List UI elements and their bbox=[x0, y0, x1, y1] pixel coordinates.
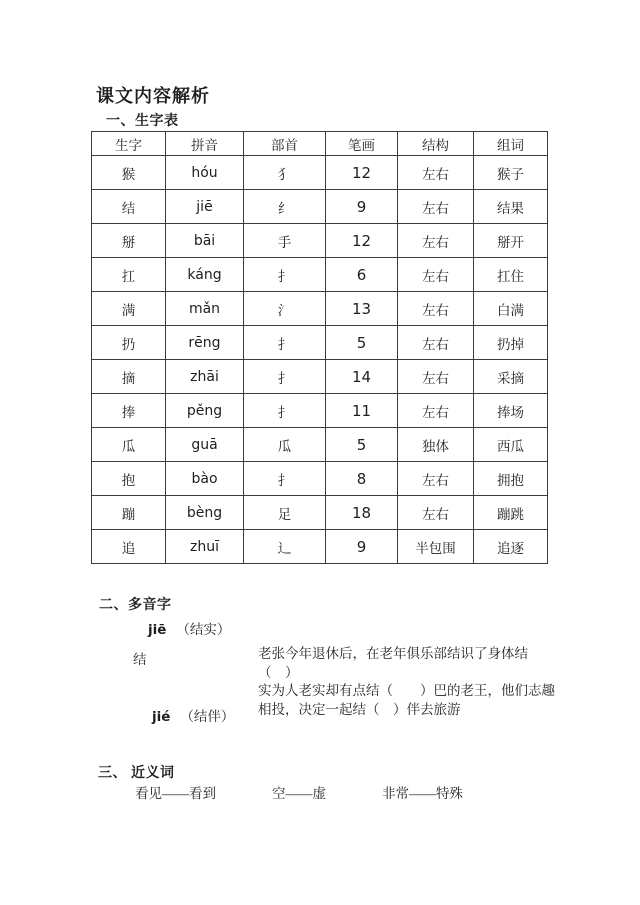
table-row bbox=[92, 496, 548, 530]
pinyin-cell: bèng bbox=[166, 496, 244, 530]
radical-cell: 纟 bbox=[244, 190, 326, 224]
strokes-cell: 18 bbox=[326, 496, 398, 530]
word-cell: 扔掉 bbox=[474, 326, 548, 360]
char-cell: 追 bbox=[92, 530, 166, 564]
structure-cell: 左右 bbox=[398, 360, 474, 394]
radical-cell: 扌 bbox=[244, 326, 326, 360]
radical-cell: 手 bbox=[244, 224, 326, 258]
structure-cell: 左右 bbox=[398, 258, 474, 292]
radical-cell: 足 bbox=[244, 496, 326, 530]
pinyin-cell: guā bbox=[166, 428, 244, 462]
word-cell: 采摘 bbox=[474, 360, 548, 394]
radical-cell: 瓜 bbox=[244, 428, 326, 462]
radical-cell: 扌 bbox=[244, 462, 326, 496]
word-cell: 拥抱 bbox=[474, 462, 548, 496]
word-cell: 追逐 bbox=[474, 530, 548, 564]
column-header: 组词 bbox=[474, 132, 548, 156]
strokes-cell: 8 bbox=[326, 462, 398, 496]
column-header: 生字 bbox=[92, 132, 166, 156]
section-heading-polyphonic: 二、多音字 bbox=[99, 598, 172, 613]
table-row bbox=[92, 428, 548, 462]
example-word: （结伴） bbox=[180, 709, 235, 724]
radical-cell: 扌 bbox=[244, 360, 326, 394]
section-heading-vocabulary: 一、生字表 bbox=[106, 114, 179, 129]
word-cell: 猴子 bbox=[474, 156, 548, 190]
word-cell: 扛住 bbox=[474, 258, 548, 292]
pinyin-cell: rēng bbox=[166, 326, 244, 360]
table-row bbox=[92, 156, 548, 190]
table-row bbox=[92, 190, 548, 224]
column-header: 结构 bbox=[398, 132, 474, 156]
table-row bbox=[92, 258, 548, 292]
char-cell: 摘 bbox=[92, 360, 166, 394]
word-cell: 捧场 bbox=[474, 394, 548, 428]
table-row bbox=[92, 394, 548, 428]
char-cell: 扔 bbox=[92, 326, 166, 360]
new-character-table bbox=[91, 131, 548, 564]
structure-cell: 左右 bbox=[398, 292, 474, 326]
table-row bbox=[92, 462, 548, 496]
synonym-pair: 空——虚 bbox=[272, 786, 326, 801]
structure-cell: 左右 bbox=[398, 394, 474, 428]
strokes-cell: 11 bbox=[326, 394, 398, 428]
char-table-body bbox=[92, 156, 548, 564]
polyphonic-character: 结 bbox=[133, 652, 147, 667]
strokes-cell: 9 bbox=[326, 190, 398, 224]
radical-cell: 辶 bbox=[244, 530, 326, 564]
pinyin-reading: jiē bbox=[148, 622, 167, 638]
pinyin-cell: zhāi bbox=[166, 360, 244, 394]
structure-cell: 左右 bbox=[398, 224, 474, 258]
structure-cell: 左右 bbox=[398, 496, 474, 530]
page-title: 课文内容解析 bbox=[96, 86, 210, 106]
pinyin-cell: hóu bbox=[166, 156, 244, 190]
example-word: （结实） bbox=[176, 622, 231, 637]
polyphonic-reading-top bbox=[148, 618, 230, 639]
synonym-pair: 非常——特殊 bbox=[382, 786, 463, 801]
structure-cell: 左右 bbox=[398, 462, 474, 496]
table-row bbox=[92, 530, 548, 564]
radical-cell: 扌 bbox=[244, 394, 326, 428]
sentence-line: 实为人老实却有点结（ ）巴的老王，他们志趣 bbox=[258, 683, 555, 698]
char-cell: 抱 bbox=[92, 462, 166, 496]
char-cell: 猴 bbox=[92, 156, 166, 190]
pinyin-cell: mǎn bbox=[166, 292, 244, 326]
strokes-cell: 14 bbox=[326, 360, 398, 394]
char-cell: 捧 bbox=[92, 394, 166, 428]
word-cell: 蹦跳 bbox=[474, 496, 548, 530]
structure-cell: 左右 bbox=[398, 156, 474, 190]
polyphonic-sentence bbox=[258, 645, 558, 719]
pinyin-cell: zhuī bbox=[166, 530, 244, 564]
table-row bbox=[92, 292, 548, 326]
sentence-line: 老张今年退休后，在老年俱乐部结识了身体结（ ） bbox=[258, 646, 528, 680]
pinyin-cell: bào bbox=[166, 462, 244, 496]
structure-cell: 独体 bbox=[398, 428, 474, 462]
strokes-cell: 5 bbox=[326, 326, 398, 360]
strokes-cell: 6 bbox=[326, 258, 398, 292]
synonym-pairs bbox=[135, 782, 463, 802]
sentence-line: 相投，决定一起结（ ）伴去旅游 bbox=[258, 701, 461, 717]
pinyin-cell: bāi bbox=[166, 224, 244, 258]
strokes-cell: 12 bbox=[326, 224, 398, 258]
structure-cell: 左右 bbox=[398, 190, 474, 224]
strokes-cell: 12 bbox=[326, 156, 398, 190]
structure-cell: 左右 bbox=[398, 326, 474, 360]
strokes-cell: 13 bbox=[326, 292, 398, 326]
structure-cell: 半包围 bbox=[398, 530, 474, 564]
char-cell: 蹦 bbox=[92, 496, 166, 530]
pinyin-cell: káng bbox=[166, 258, 244, 292]
section-heading-synonyms: 三、 近义词 bbox=[98, 766, 175, 781]
char-cell: 瓜 bbox=[92, 428, 166, 462]
word-cell: 掰开 bbox=[474, 224, 548, 258]
strokes-cell: 9 bbox=[326, 530, 398, 564]
column-header: 笔画 bbox=[326, 132, 398, 156]
table-row bbox=[92, 360, 548, 394]
table-row bbox=[92, 326, 548, 360]
strokes-cell: 5 bbox=[326, 428, 398, 462]
synonym-pair: 看见——看到 bbox=[135, 786, 216, 801]
pinyin-cell: pěng bbox=[166, 394, 244, 428]
char-cell: 满 bbox=[92, 292, 166, 326]
radical-cell: 氵 bbox=[244, 292, 326, 326]
radical-cell: 犭 bbox=[244, 156, 326, 190]
polyphonic-reading-bottom bbox=[152, 705, 234, 726]
pinyin-cell: jiē bbox=[166, 190, 244, 224]
char-cell: 扛 bbox=[92, 258, 166, 292]
char-cell: 结 bbox=[92, 190, 166, 224]
radical-cell: 扌 bbox=[244, 258, 326, 292]
word-cell: 白满 bbox=[474, 292, 548, 326]
column-header: 部首 bbox=[244, 132, 326, 156]
word-cell: 西瓜 bbox=[474, 428, 548, 462]
char-table-header-row bbox=[92, 132, 548, 156]
char-cell: 掰 bbox=[92, 224, 166, 258]
table-row bbox=[92, 224, 548, 258]
column-header: 拼音 bbox=[166, 132, 244, 156]
pinyin-reading: jié bbox=[152, 709, 171, 725]
word-cell: 结果 bbox=[474, 190, 548, 224]
